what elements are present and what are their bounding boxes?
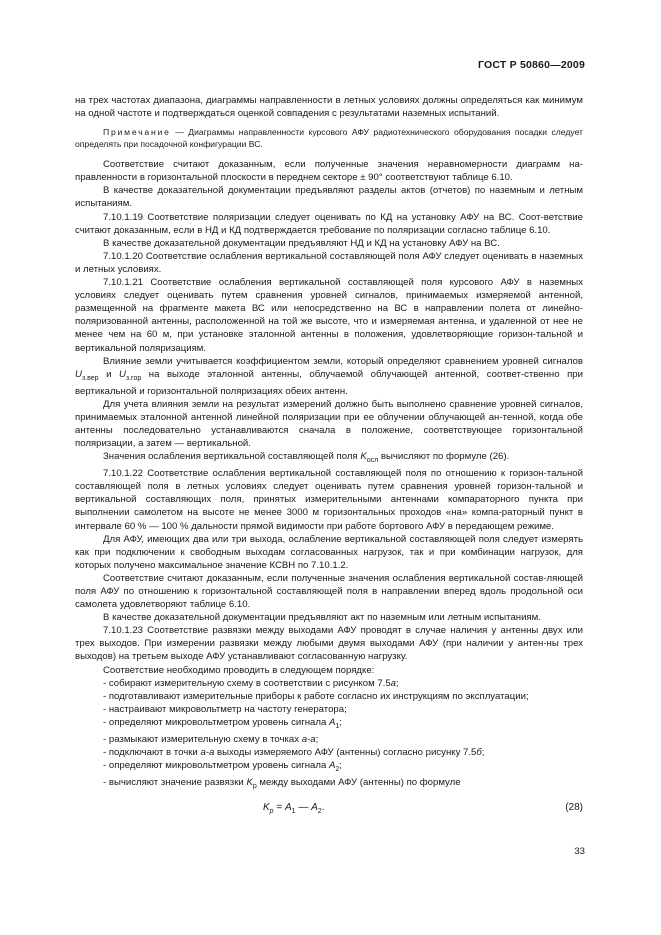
paragraph: В качестве доказательной документации предъявляют НД и КД на установку АФУ на ВС.: [103, 237, 500, 249]
note-label: Примечание: [103, 127, 171, 138]
paragraph: Для АФУ, имеющих два или три выхода, ослабление вертикальной составляющей поля следует измерять как при подключении к свободным выходам согласованных нагрузок, так и при комбинации нагрузок, для которых получено максимальное значение КСВН по 7.10.1.2.: [75, 533, 583, 571]
paragraph-ground-influence: Влияние земли учитывается коэффициентом земли, который определяют сравнением уровней сигналов $U_{з.вер}$ и $U_{з.гор}$ на выходе эталонной антенны, облучаемой облучающей антенной, соответ-ственно при вертикальной и горизонтальной поляризациях обеих антенн.: [75, 355, 583, 397]
list-item: - подготавливают измерительные приборы к работе согласно их инструкциям по эксплуатации;: [103, 690, 529, 702]
document-header: ГОСТ Р 50860—2009: [477, 59, 585, 71]
list-item: - вычисляют значение развязки $K_р$ между выходами АФУ (антенны) по формуле: [103, 777, 461, 791]
section-7-10-1-22: 7.10.1.22 Соответствие ослабления вертикальной составляющей поля по отношению к горизон-тальной составляющей поля в летных условиях следует оценивать путем сравнения уровней горизон-тальной и вертикальной составляющих поля, принятых измерительными антеннами компараторного пункта при выполнении самолетом на высоте не менее 3000 м горизонтальных проходов «на» компа-раторный пункт в интервале 60 % — 100 % дальности прямой видимости при работе бортового АФУ в передающем режиме.: [75, 468, 583, 532]
paragraph-attenuation: Значения ослабления вертикальной составляющей поля $K_{осл}$ вычисляют по формуле (26).: [103, 451, 510, 465]
list-item: - настраивают микровольтметр на частоту генератора;: [103, 703, 347, 715]
note: [75, 126, 583, 150]
list-item: - собирают измерительную схему в соответствии с рисунком 7.5а;: [103, 677, 399, 689]
list-item: - определяют микровольтметром уровень сигнала $A_2$;: [103, 760, 342, 774]
formula-number: (28): [565, 802, 583, 814]
section-7-10-1-20: 7.10.1.20 Соответствие ослабления вертикальной составляющей поля АФУ следует оценивать в наземных и летных условиях.: [75, 250, 583, 275]
paragraph: Соответствие считают доказанным, если полученные значения ослабления вертикальной состав-ляющей поля АФУ по отношению к горизонтальной составляющей поля в направлении вперед вдоль продольной оси самолета удовлетворяют таблице 6.10.: [75, 572, 583, 611]
list-item: - определяют микровольтметром уровень сигнала $A_1$;: [103, 716, 342, 730]
document-body: [75, 94, 583, 817]
section-7-10-1-23: 7.10.1.23 Соответствие развязки между выходами АФУ проводят в случае наличия у антенны двух или трех выходов. При измерении развязки между любыми двумя выходами АФУ (при наличии у антен-ны трех выходов) на третьем выходе АФУ устанавливают согласованную нагрузку.: [75, 625, 583, 663]
section-7-10-1-19: 7.10.1.19 Соответствие поляризации следует оценивать по КД на установку АФУ на ВС. Соот-ветствие считают доказанным, если в НД и КД подтверждается требование по поляризации согласно таблице 6.10.: [75, 211, 583, 236]
paragraph: В качестве доказательной документации предъявляют разделы актов (отчетов) по наземным и летным испытаниям.: [75, 185, 583, 210]
list-item: - подключают в точки а-а выходы измеряемого АФУ (антенны) согласно рисунку 7.5б;: [103, 747, 485, 759]
list-item: - размыкают измерительную схему в точках а-а;: [103, 733, 319, 745]
formula-28: [75, 797, 583, 817]
symbol-u: U: [118, 368, 126, 380]
paragraph: Для учета влияния земли на результат измерений должно быть выполнено сравнение уровней сигналов, принимаемых эталонной антенной линейной поляризации при ее облучении облучающей ан-тенной, когда обе антенны последовательно устанавливаются сначала в положение, соответствующее горизонтальной поляризации, а затем — вертикальной.: [75, 398, 583, 450]
formula-expression: $K_р = A_1$ — $A_2$.: [263, 802, 325, 816]
paragraph: Соответствие считают доказанным, если полученные значения неравномерности диаграмм на-правленности в горизонтальной плоскости в переднем секторе ± 90° соответствуют таблице 6.10.: [75, 159, 583, 184]
paragraph: на трех частотах диапазона, диаграммы направленности в летных условиях должны определяться как минимум на одной частоте и подтверждаться оценкой совпадения с результатами наземных испытаний.: [75, 95, 583, 120]
section-7-10-1-21: 7.10.1.21 Соответствие ослабления вертикальной составляющей поля курсового АФУ в наземных условиях следует оценивать путем сравнения уровней сигналов, принимаемых измеряемой антенной, размещенной на фрагменте макета ВС или непосредственно на ВС в направлении полета от линейно-поляризованной антенны, расположенной на той же высоте, что и измеряемая антенна, и удаленной от нее не менее чем на 60 м, при установке эталонной антенны в положения, удовлетворяющие горизон-тальной и вертикальной поляризациям.: [75, 277, 583, 354]
paragraph: Соответствие необходимо проводить в следующем порядке:: [103, 664, 375, 676]
note-text: — Диаграммы направленности курсового АФУ радиотехнического оборудования посадки следует определять при посадочной конфигурации ВС.: [75, 127, 583, 150]
page-number: 33: [574, 846, 585, 857]
paragraph: В качестве доказательной документации предъявляют акт по наземным или летным испытаниям.: [103, 612, 541, 624]
symbol-u: U: [75, 368, 82, 380]
symbol-k: K: [360, 451, 367, 463]
